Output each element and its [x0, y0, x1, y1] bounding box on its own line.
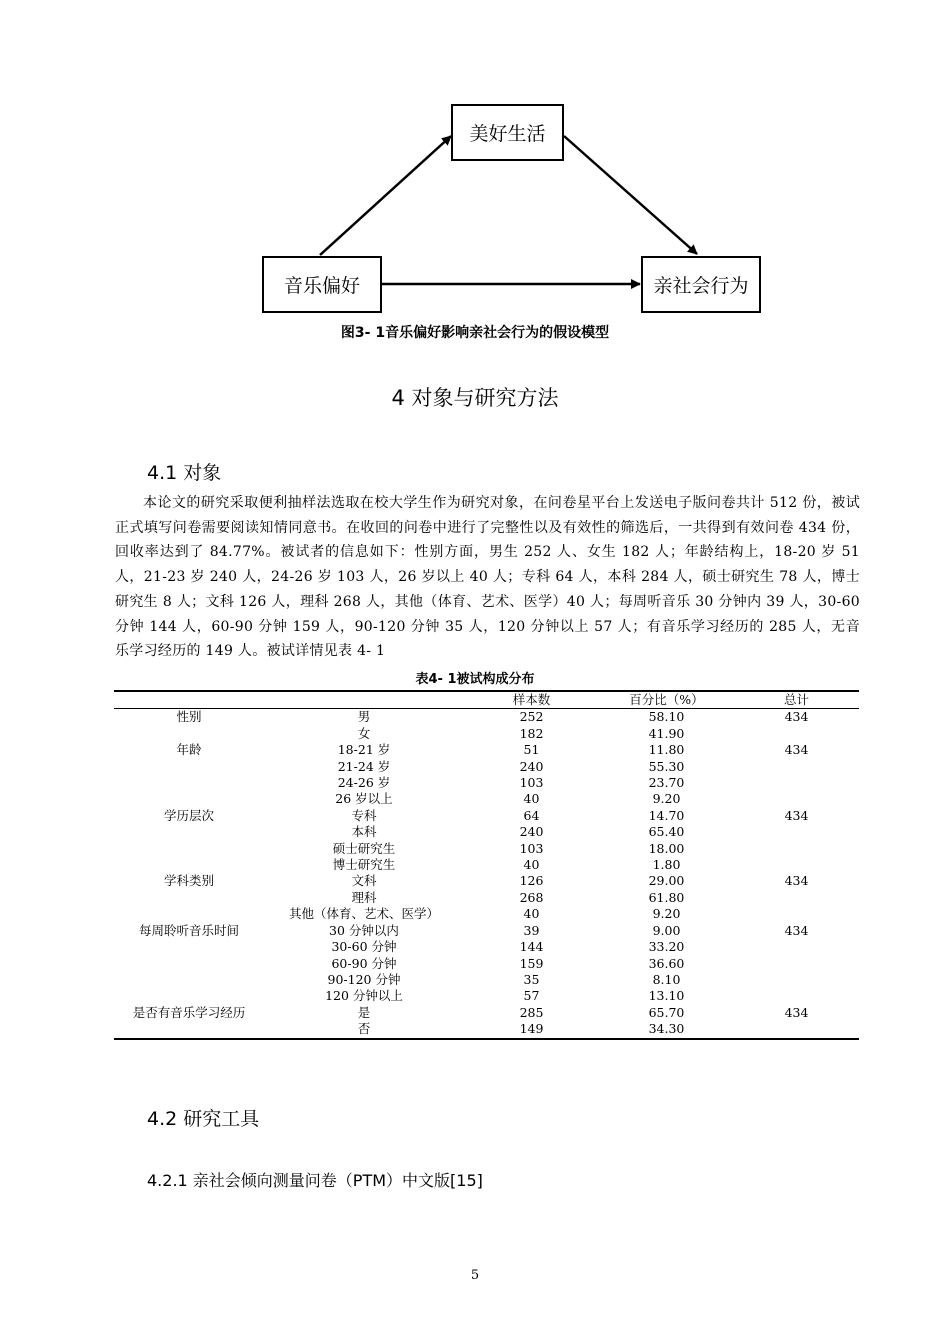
table-row: [114, 824, 859, 840]
table-cell: 61.80: [648, 889, 685, 905]
diagram-arrows: [0, 0, 950, 330]
table-cell: 11.80: [648, 742, 685, 758]
table-cell: 21-24 岁: [337, 758, 391, 774]
table-cell: 51: [523, 742, 540, 758]
table-cell: [114, 1021, 264, 1038]
table-cell: 103: [519, 775, 544, 791]
table-cell: 否: [357, 1021, 371, 1037]
header-cell: [114, 691, 264, 709]
table-cell: [114, 939, 264, 955]
table-cell: 其他（体育、艺术、医学）: [288, 906, 439, 922]
header-cell: [264, 691, 464, 709]
table-cell: [734, 841, 859, 857]
table-row: [114, 775, 859, 791]
table-cell: 126: [519, 873, 544, 889]
table-cell: [114, 906, 264, 922]
table-cell: 36.60: [648, 955, 685, 971]
table-cell: 9.20: [652, 906, 681, 922]
table-caption: 表4- 1被试构成分布: [415, 672, 535, 687]
table-row: [114, 742, 859, 758]
table-cell: [114, 988, 264, 1004]
table-cell: 40: [523, 791, 540, 807]
table-cell: 文科: [351, 873, 377, 889]
table-cell: 40: [523, 857, 540, 873]
table-cell: 434: [784, 742, 809, 758]
table-cell: [114, 841, 264, 857]
table-cell: [734, 988, 859, 1004]
table-row: [114, 1021, 859, 1038]
table-cell: [734, 972, 859, 988]
table-cell: 理科: [351, 889, 377, 905]
table-cell: [114, 857, 264, 873]
table-cell: 23.70: [648, 775, 685, 791]
hypothesis-model-diagram: [0, 0, 950, 330]
table-cell: 18-21 岁: [337, 742, 391, 758]
table-cell: [114, 956, 264, 972]
table-cell: [114, 890, 264, 906]
table-cell: [114, 726, 264, 742]
table-cell: 男: [357, 709, 371, 725]
table-cell: 硕士研究生: [332, 840, 396, 856]
table-cell: [114, 759, 264, 775]
chapter-title: 4 对象与研究方法: [391, 386, 559, 410]
table-row: [114, 709, 859, 726]
table-cell: [114, 824, 264, 840]
header-cell: 样本数: [464, 691, 599, 709]
node-music-preference: 音乐偏好: [262, 256, 382, 313]
table-cell: [114, 791, 264, 807]
table-cell: [734, 857, 859, 873]
table-cell: 182: [519, 725, 544, 741]
table-cell: 本科: [351, 824, 377, 840]
table-cell: 144: [519, 939, 544, 955]
table-cell: 90-120 分钟: [327, 971, 401, 987]
table-cell: 年龄: [176, 742, 202, 758]
table-cell: 34.30: [648, 1021, 685, 1037]
table-cell: 29.00: [648, 873, 685, 889]
table-cell: 33.20: [648, 939, 685, 955]
table-cell: 103: [519, 840, 544, 856]
table-cell: [734, 956, 859, 972]
table-row: [114, 841, 859, 857]
table-cell: 58.10: [648, 709, 685, 725]
table-row: [114, 791, 859, 807]
table-cell: 18.00: [648, 840, 685, 856]
table-cell: [734, 906, 859, 922]
table-cell: 35: [523, 971, 540, 987]
table-cell: 是否有音乐学习经历: [132, 1004, 246, 1020]
table-row: [114, 873, 859, 889]
table-cell: 30 分钟以内: [329, 922, 399, 938]
table-cell: [734, 890, 859, 906]
table-cell: 是: [357, 1004, 371, 1020]
table-cell: 26 岁以上: [335, 791, 393, 807]
table-row: [114, 759, 859, 775]
table-cell: 159: [519, 955, 544, 971]
table-cell: 65.40: [648, 824, 685, 840]
table-cell: 252: [519, 709, 544, 725]
table-cell: 55.30: [648, 758, 685, 774]
table-cell: 240: [519, 824, 544, 840]
table-cell: 9.20: [652, 791, 681, 807]
table-cell: 285: [519, 1004, 544, 1020]
table-row: [114, 923, 859, 939]
table-cell: 每周聆听音乐时间: [138, 922, 239, 938]
table-cell: 240: [519, 758, 544, 774]
table-cell: 39: [523, 922, 540, 938]
node-good-life: 美好生活: [451, 104, 564, 161]
section-heading-4-2: 4.2 研究工具: [147, 1108, 260, 1130]
table-row: [114, 939, 859, 955]
table-cell: 57: [523, 988, 540, 1004]
table-row: [114, 808, 859, 824]
table-cell: 64: [523, 807, 540, 823]
table-row: [114, 726, 859, 742]
subsection-heading-4-2-1: 4.2.1 亲社会倾向测量问卷（PTM）中文版[15]: [147, 1171, 483, 1190]
table-cell: 268: [519, 889, 544, 905]
table-cell: 434: [784, 807, 809, 823]
table-row: [114, 906, 859, 922]
table-cell: 学科类别: [163, 873, 214, 889]
table-cell: 65.70: [648, 1004, 685, 1020]
table-cell: 40: [523, 906, 540, 922]
table-cell: 120 分钟以上: [325, 988, 403, 1004]
section-heading-4-1: 4.1 对象: [147, 462, 222, 484]
table-row: [114, 988, 859, 1004]
table-row: [114, 890, 859, 906]
table-cell: [114, 775, 264, 791]
table-cell: [734, 791, 859, 807]
table-cell: [734, 759, 859, 775]
table-cell: 24-26 岁: [337, 775, 391, 791]
table-cell: [734, 939, 859, 955]
table-cell: 60-90 分钟: [331, 955, 397, 971]
table-row: [114, 972, 859, 988]
table-cell: 149: [519, 1021, 544, 1037]
table-cell: 专科: [351, 807, 377, 823]
table-cell: 8.10: [652, 971, 681, 987]
header-cell: 百分比（%）: [599, 691, 734, 709]
header-cell: 总计: [734, 691, 859, 709]
table-row: [114, 956, 859, 972]
table-cell: 30-60 分钟: [331, 939, 397, 955]
table-cell: [734, 726, 859, 742]
table-row: [114, 1005, 859, 1021]
page-number: 5: [470, 1268, 480, 1283]
table-cell: 女: [357, 725, 371, 741]
table-cell: [114, 972, 264, 988]
table-cell: 学历层次: [163, 807, 214, 823]
table-cell: [734, 775, 859, 791]
body-paragraph: 本论文的研究采取便利抽样法选取在校大学生作为研究对象，在问卷星平台上发送电子版问卷共计 512 份，被试正式填写问卷需要阅读知情同意书。在收回的问卷中进行了完整性以及有效性的筛选后，一共得到有效问卷 434 份，回收率达到了 84.77%。被试者的信息如下：性别方面，男生 252 人、女生 182 人；年龄结构上，18-20 岁 51 人，21-23 岁 240 人，24-26 岁 103 人，26 岁以上 40 人；专科 64 人，本科 284 人，硕士研究生 78 人，博士研究生 8 人；文科 126 人，理科 268 人，其他（体育、艺术、医学）40 人；每周听音乐 30 分钟内 39 人，30-60 分钟 144 人，60-90 分钟 159 人，90-120 分钟 35 人，120 分钟以上 57 人；有音乐学习经历的 285 人，无音乐学习经历的 149 人。被试详情见表 4- 1: [115, 495, 860, 660]
table-cell: 434: [784, 922, 809, 938]
table-header-row: [114, 691, 859, 709]
table-cell: [734, 1021, 859, 1038]
table-cell: 41.90: [648, 725, 685, 741]
node-prosocial-behavior: 亲社会行为: [641, 256, 761, 313]
table-cell: 14.70: [648, 807, 685, 823]
table-cell: [734, 824, 859, 840]
table-cell: 9.00: [652, 922, 681, 938]
arrow-goodlife-to-prosocial: [564, 136, 697, 254]
participants-table: [114, 690, 859, 1040]
table-row: [114, 857, 859, 873]
figure-caption: 图3- 1音乐偏好影响亲社会行为的假设模型: [340, 325, 610, 341]
table-cell: 博士研究生: [332, 857, 396, 873]
arrow-music-to-goodlife: [320, 136, 451, 255]
table-cell: 434: [784, 873, 809, 889]
table-cell: 13.10: [648, 988, 685, 1004]
table-cell: 434: [784, 709, 809, 725]
table-cell: 性别: [176, 709, 202, 725]
table-cell: 1.80: [652, 857, 681, 873]
table-cell: 434: [784, 1004, 809, 1020]
